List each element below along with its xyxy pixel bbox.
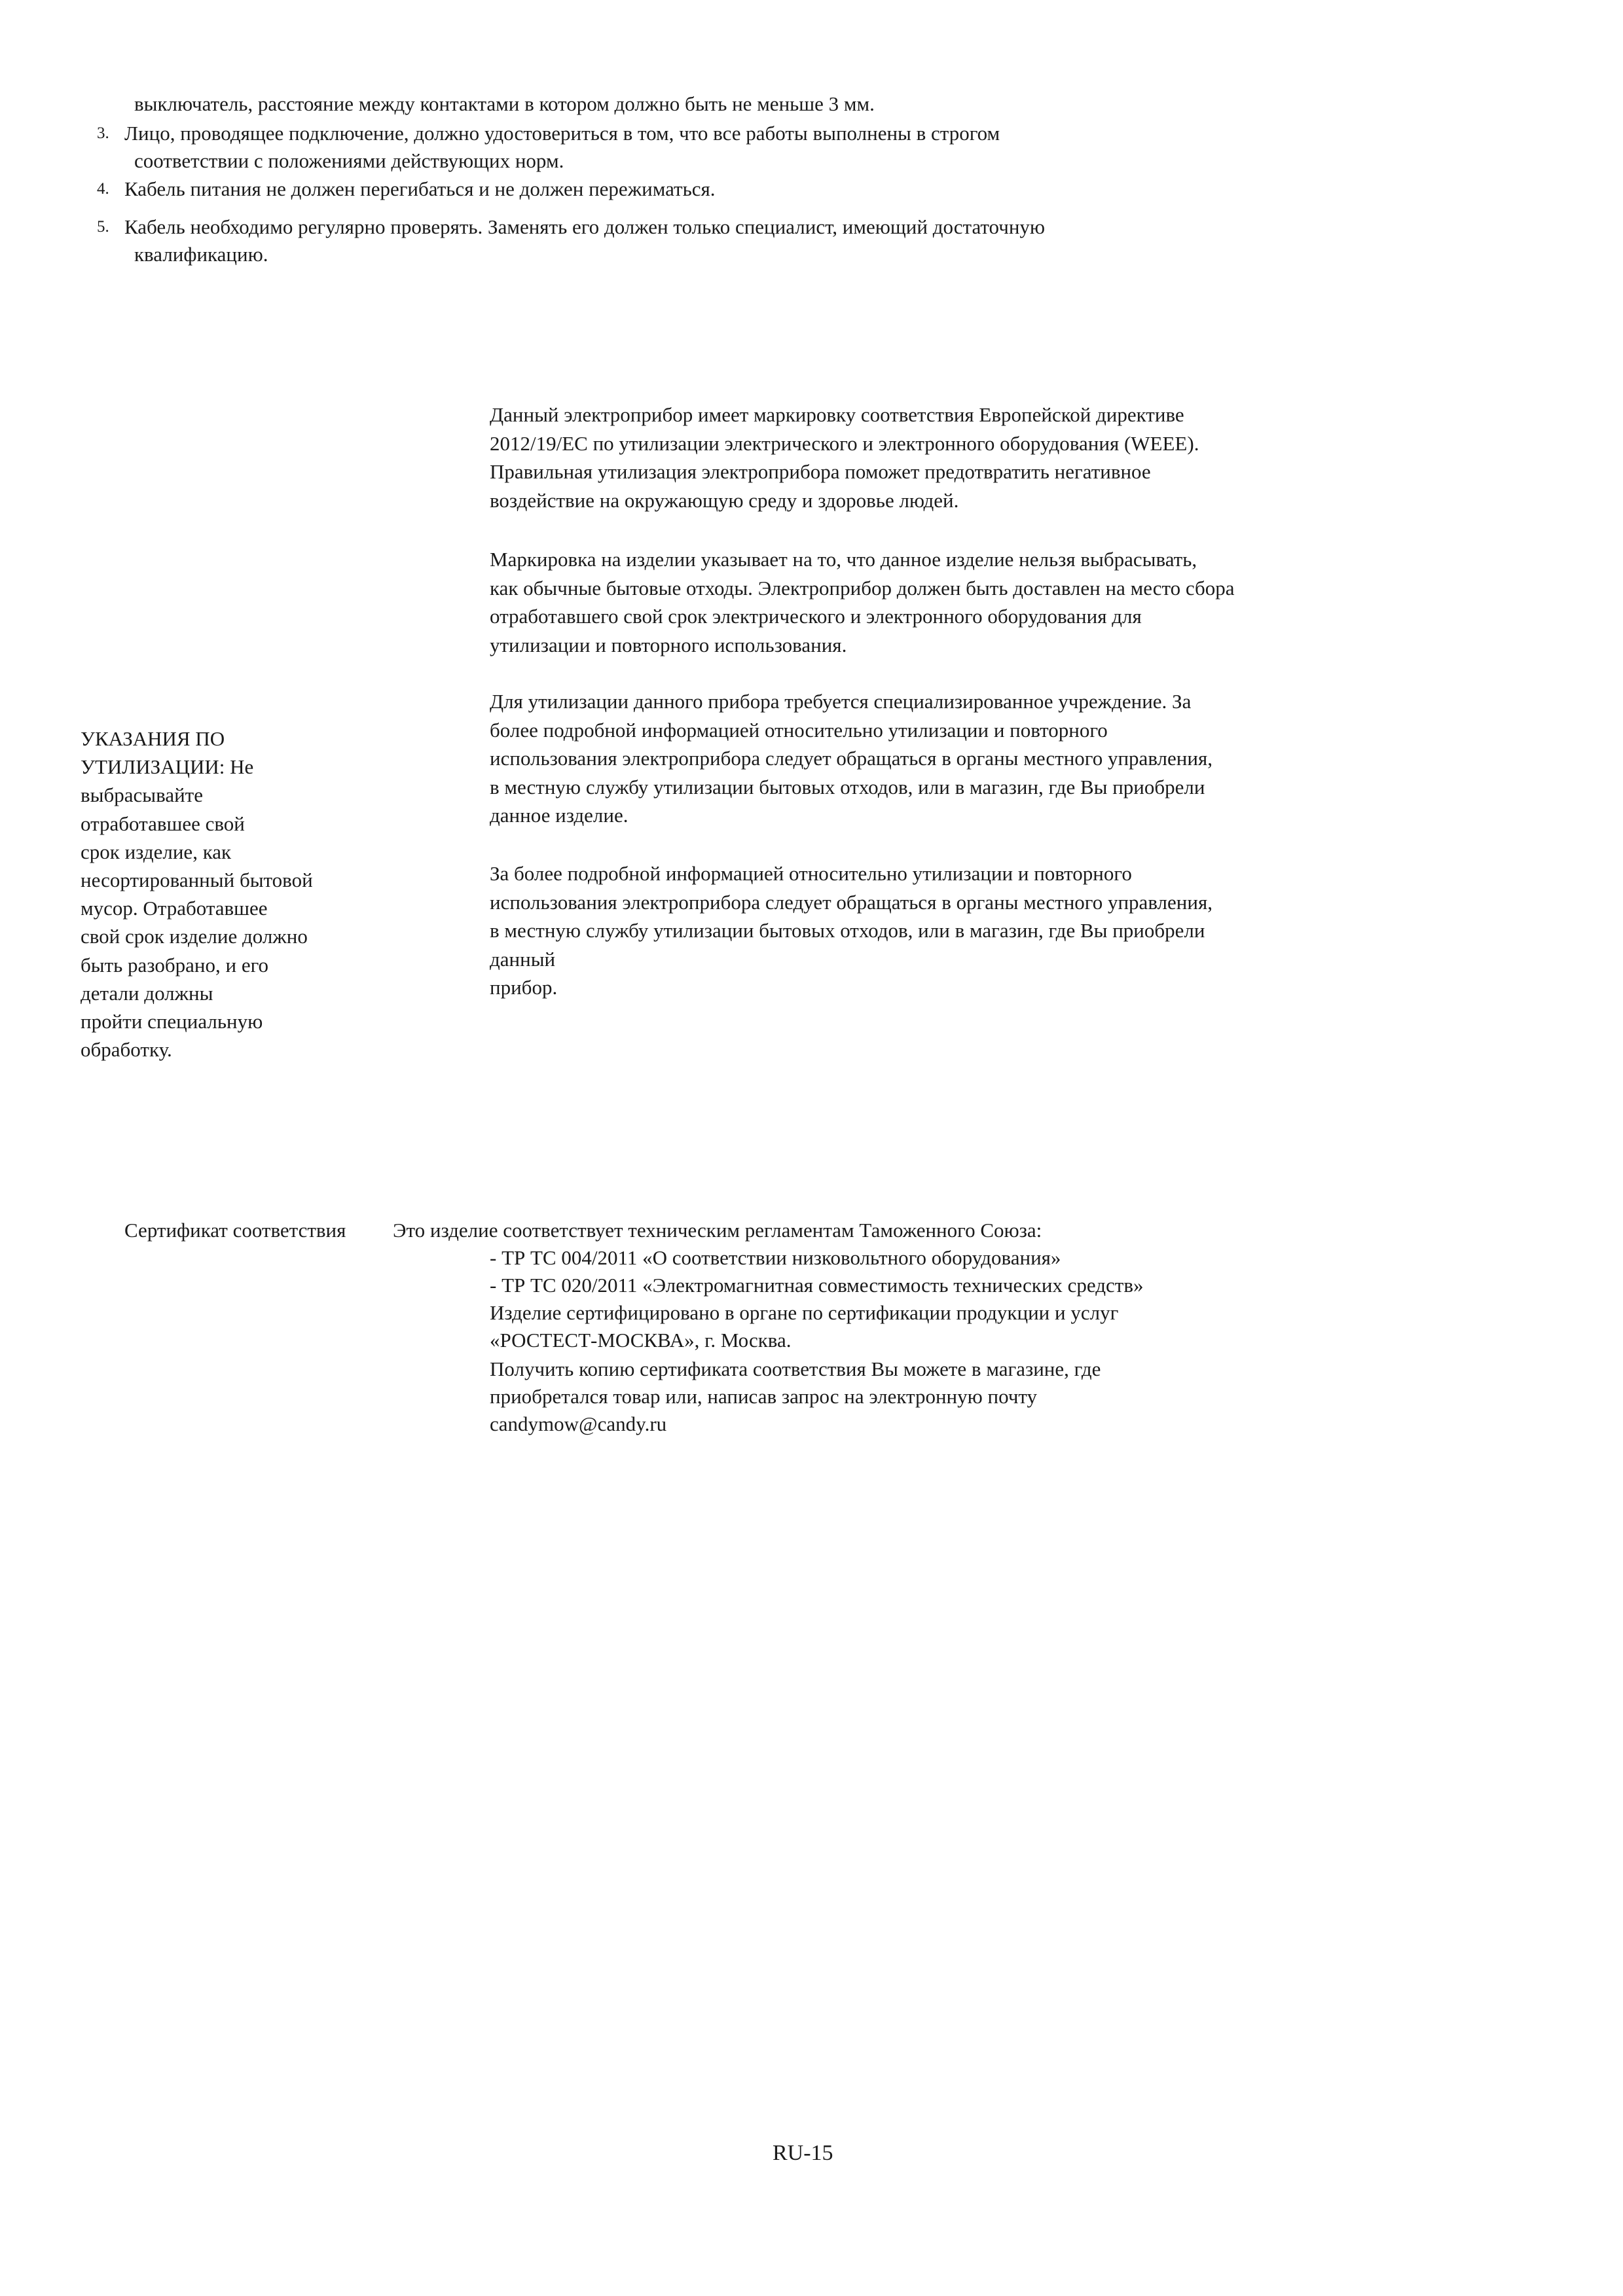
certificate-line: - ТР ТС 020/2011 «Электромагнитная совместимость технических средств» [490, 1274, 1144, 1297]
disposal-paragraph: Для утилизации данного прибора требуется специализированное учреждение. За более подробной информацией относительно утилизации и повторного использования электроприбора следует обращаться в органы местного управления, в местную службу утилизации бытовых отходов, или в магазин, где Вы приобрели данное изделие. [490, 690, 1213, 827]
certificate-intro: Это изделие соответствует техническим регламентам Таможенного Союза: [393, 1219, 1042, 1242]
list-number: 3. [97, 124, 109, 142]
certificate-line: - ТР ТС 004/2011 «О соответствии низковольтного оборудования» [490, 1246, 1061, 1269]
list-number: 5. [97, 218, 109, 236]
certificate-line: Получить копию сертификата соответствия Вы можете в магазине, где [490, 1357, 1101, 1380]
certificate-label: Сертификат соответствия [124, 1219, 346, 1242]
list-item-text: квалификацию. [134, 243, 268, 266]
list-number: 4. [97, 180, 109, 198]
list-item-text: Лицо, проводящее подключение, должно удостовериться в том, что все работы выполнены в строгом [124, 122, 1000, 145]
page-number: RU-15 [773, 2141, 833, 2165]
disposal-paragraph: Маркировка на изделии указывает на то, что данное изделие нельзя выбрасывать, как обычные бытовые отходы. Электроприбор должен быть доставлен на место сбора отработавшего свой срок электрического и электронного оборудования для утилизации и повторного использования. [490, 548, 1235, 656]
disposal-paragraph: За более подробной информацией относительно утилизации и повторного использования электроприбора следует обращаться в органы местного управления, в местную службу утилизации бытовых отходов, или в магазин, где Вы приобрели данный прибор. [490, 862, 1213, 999]
certificate-line: «РОСТЕСТ-МОСКВА», г. Москва. [490, 1329, 792, 1352]
disposal-side-heading: УКАЗАНИЯ ПО УТИЛИЗАЦИИ: Не выбрасывайте отработавшее свой срок изделие, как несортированный бытовой мусор. Отработавшее свой срок изделие должно быть разобрано, и его детали должны пройти специальную обработку. [81, 727, 313, 1062]
certificate-line: Изделие сертифицировано в органе по сертификации продукции и услуг [490, 1301, 1119, 1324]
disposal-paragraph: Данный электроприбор имеет маркировку соответствия Европейской директиве 2012/19/EC по утилизации электрического и электронного оборудования (WEEE). Правильная утилизация электроприбора поможет предотвратить негативное воздействие на окружающую среду и здоровье людей. [490, 403, 1199, 512]
list-item-text: соответствии с положениями действующих норм. [134, 149, 564, 172]
list-item-text: Кабель питания не должен перегибаться и не должен пережиматься. [124, 177, 716, 200]
certificate-line: приобретался товар или, написав запрос на электронную почту [490, 1385, 1038, 1408]
list-continuation: выключатель, расстояние между контактами в котором должно быть не меньше 3 мм. [134, 92, 875, 115]
list-item-text: Кабель необходимо регулярно проверять. Заменять его должен только специалист, имеющий достаточную [124, 215, 1046, 238]
certificate-email: candymow@candy.ru [490, 1412, 667, 1435]
